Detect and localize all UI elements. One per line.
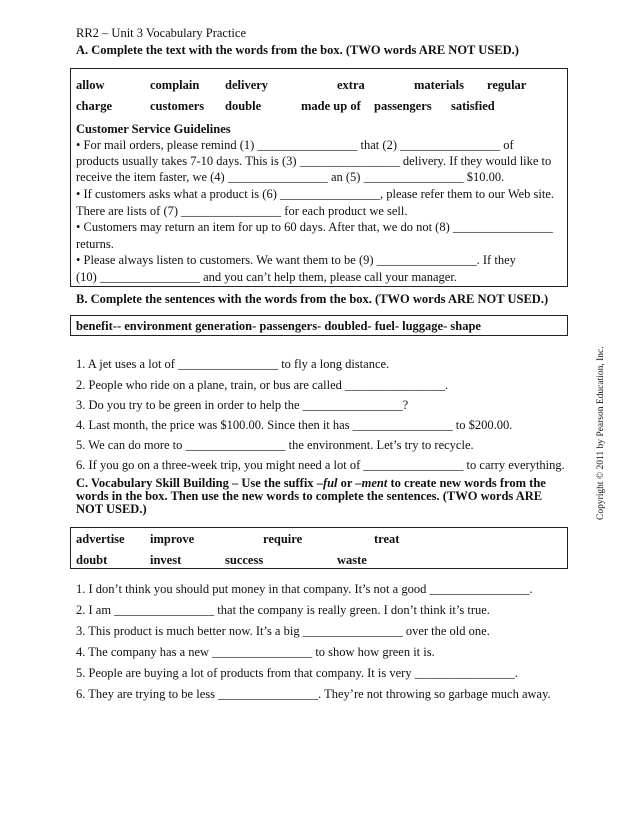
sentence-c: 6. They are trying to be less ________________. They’re not throwing so garbage much away. — [76, 687, 551, 701]
word-bank-a-double: double — [225, 99, 262, 113]
section-c-title-or: or — [337, 476, 356, 490]
word-bank-a-complain: complain — [150, 78, 200, 92]
word-bank-c-require: require — [263, 532, 303, 546]
word-bank-b-text: benefit-- environment generation- passengers- doubled- fuel- luggage- shape — [76, 319, 481, 333]
sentence-c: 4. The company has a new ________________ to show how green it is. — [76, 645, 435, 659]
sentence-b: 5. We can do more to ________________ the environment. Let’s try to recycle. — [76, 438, 474, 452]
copyright-notice: Copyright © 2011 by Pearson Education, Inc. — [596, 346, 606, 520]
word-bank-c-waste: waste — [337, 553, 367, 567]
suffix-ment: –ment — [355, 476, 388, 490]
guideline-line: returns. — [76, 237, 114, 251]
section-c-box — [70, 527, 568, 569]
guidelines-subtitle: Customer Service Guidelines — [76, 122, 231, 136]
word-bank-a-delivery: delivery — [225, 78, 269, 92]
section-c-title-line3: NOT USED.) — [76, 502, 147, 516]
guideline-line: • Customers may return an item for up to 60 days. After that, we do not (8) ________________ — [76, 220, 553, 234]
guideline-line: • Please always listen to customers. We want them to be (9) ________________. If they — [76, 253, 516, 267]
word-bank-a-charge: charge — [76, 99, 113, 113]
section-a-box — [70, 68, 568, 287]
word-bank-c-improve: improve — [150, 532, 195, 546]
word-bank-c-doubt: doubt — [76, 553, 108, 567]
word-bank-a-allow: allow — [76, 78, 105, 92]
sentence-c: 1. I don’t think you should put money in that company. It’s not a good ________________. — [76, 582, 533, 596]
word-bank-c-treat: treat — [374, 532, 400, 546]
section-b-title: B. Complete the sentences with the words from the box. (TWO words ARE NOT USED.) — [76, 292, 549, 306]
word-bank-a-regular: regular — [487, 78, 527, 92]
word-bank-a-satisfied: satisfied — [451, 99, 495, 113]
guideline-line: (10) ________________ and you can’t help them, please call your manager. — [76, 270, 457, 284]
section-c-title-line2: words in the box. Then use the new words to complete the sentences. (TWO words ARE — [76, 489, 543, 503]
section-a-title: A. Complete the text with the words from the box. (TWO words ARE NOT USED.) — [76, 43, 519, 57]
word-bank-a-passengers: passengers — [374, 99, 432, 113]
word-bank-c-invest: invest — [150, 553, 182, 567]
page-header: RR2 – Unit 3 Vocabulary Practice — [76, 26, 246, 40]
word-bank-a-extra: extra — [337, 78, 365, 92]
guideline-line: • For mail orders, please remind (1) ________________ that (2) ________________ of — [76, 138, 514, 152]
sentence-b: 4. Last month, the price was $100.00. Since then it has ________________ to $200.00. — [76, 418, 513, 432]
sentence-c: 2. I am ________________ that the company is really green. I don’t think it’s true. — [76, 603, 490, 617]
guideline-line: products usually takes 7-10 days. This is (3) ________________ delivery. If they would like to — [76, 154, 552, 168]
section-c-title-prefix: C. Vocabulary Skill Building – Use the suffix — [76, 476, 317, 490]
word-bank-a-customers: customers — [150, 99, 205, 113]
guideline-line: There are lists of (7) ________________ for each product we sell. — [76, 204, 408, 218]
suffix-ful: –ful — [316, 476, 338, 490]
sentence-c: 3. This product is much better now. It’s a big ________________ over the old one. — [76, 624, 490, 638]
section-b-box — [70, 315, 568, 336]
guideline-line: • If customers asks what a product is (6) ________________, please refer them to our Web site. — [76, 187, 555, 201]
sentence-b: 2. People who ride on a plane, train, or bus are called ________________. — [76, 378, 449, 392]
sentence-b: 1. A jet uses a lot of ________________ to fly a long distance. — [76, 357, 390, 371]
guideline-line: receive the item faster, we (4) ________________ an (5) ________________ $10.00. — [76, 170, 505, 184]
word-bank-c-success: success — [225, 553, 264, 567]
word-bank-a-materials: materials — [414, 78, 464, 92]
word-bank-c-advertise: advertise — [76, 532, 125, 546]
section-c-title-rest: to create new words from the — [387, 476, 546, 490]
word-bank-a-made-up-of: made up of — [301, 99, 361, 113]
sentence-b: 6. If you go on a three-week trip, you might need a lot of ________________ to carry everything. — [76, 458, 565, 472]
sentence-c: 5. People are buying a lot of products from that company. It is very ________________. — [76, 666, 518, 680]
sentence-b: 3. Do you try to be green in order to help the ________________? — [76, 398, 409, 412]
